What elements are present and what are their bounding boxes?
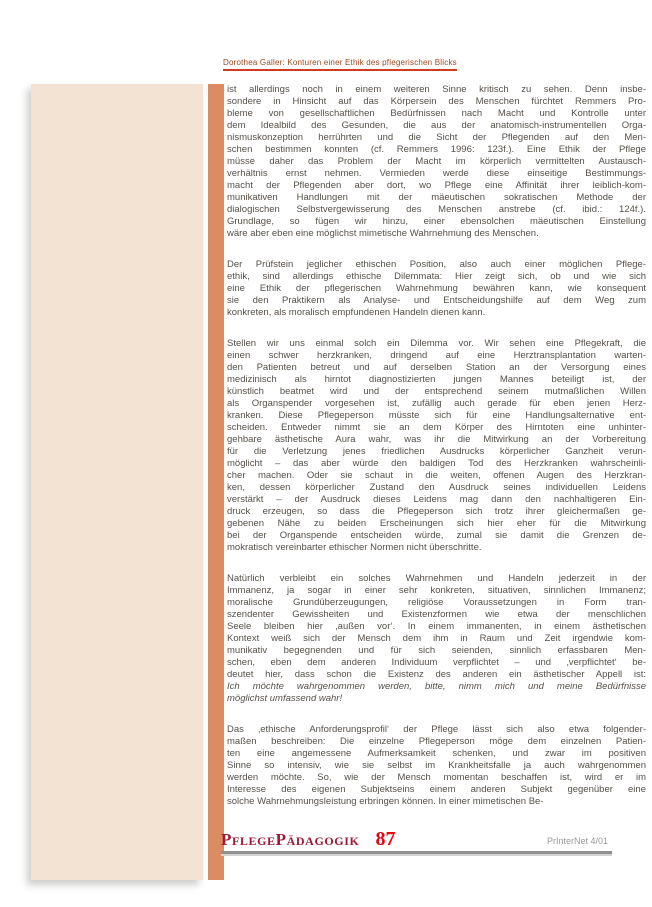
text-line: ist allerdings noch in einem weiteren Sinne kritisch zu sehen. Denn insbe- <box>227 84 646 95</box>
text-line: mokratisch vereinbarter ethischer Normen nicht überschritte. <box>227 542 482 553</box>
text-line: medizinisch als hirntot diagnostizierten jungen Mannes beteiligt ist, der <box>227 374 646 385</box>
text-line: ethik, sind allerdings ethische Dilemmata: Hier zeigt sich, ob und wie sich <box>227 271 646 282</box>
text-line: Grundlage, so fügen wir hinzu, einer ebensolchen mäeutischen Einstellung <box>227 216 646 227</box>
text-line: schen bestimmen konnten (cf. Remmers 1996: 123f.). Eine Ethik der Pflege <box>227 144 646 155</box>
text-line: Das ‚ethische Anforderungsprofil‘ der Pflege lässt sich also etwa folgender- <box>227 724 646 735</box>
text-line: verhältnis ernst nehmen. Vermieden werde diese einseitige Bestimmungs- <box>227 168 646 179</box>
text-line: druck erzeugen, so dass die Pflegeperson sich trotz ihrer gleichermaßen ge- <box>227 506 646 517</box>
text-line: schen, eben dem anderen Individuum verpflichtet – und ‚verpflichtet‘ be- <box>227 657 646 668</box>
text-line: sie den Praktikern als Analyse- und Entscheidungshilfe auf dem Weg zum <box>227 295 646 306</box>
text-line: Sinne so intensiv, wie sie selbst im Krankheitsfalle ja auch wahrgenommen <box>227 760 646 771</box>
text-line: gebenen Nähe zu beiden Erscheinungen sich hier eher für die Mitwirkung <box>227 518 646 529</box>
text-line: als Organspender vorgesehen ist, zufällig auch gerade für eben jenen Herz- <box>227 398 646 409</box>
text-line: verstärkt – der Ausdruck dieses Leidens mag dann den nachhaltigeren Ein- <box>227 494 646 505</box>
text-line: scheiden. Entweder nimmt sie an dem Körper des Hirntoten eine unhinter- <box>227 422 646 433</box>
text-line: szendenter Gewissheiten und Existenzformen wie etwa der menschlichen <box>227 609 646 620</box>
text-line: cher machen. Oder sie schaut in die weiten, offenen Augen des Herzkran- <box>227 470 646 481</box>
journal-section-label: PflegePädagogik <box>221 830 360 849</box>
text-line: Ich möchte wahrgenommen werden, bitte, nimm mich und meine Bedürfnisse <box>227 681 646 692</box>
text-line: einen schwer herzkranken, dringend auf eine Herztransplantation warten- <box>227 350 646 361</box>
text-line: Stellen wir uns einmal solch ein Dilemma vor. Wir sehen eine Pflegekraft, die <box>227 338 646 349</box>
text-line: bleme von gesellschaftlichen Bedürfnissen nach Macht und Kontrolle unter <box>227 108 646 119</box>
text-line: eine Ethik der pflegerischen Wahrnehmung bewähren kann, wie konsequent <box>227 283 646 294</box>
text-line: solche Wahrnehmungsleistung erbringen können. In einer mimetischen Be- <box>227 796 544 807</box>
footer-rule <box>221 851 612 854</box>
paragraph <box>227 338 646 554</box>
text-line: wäre aber eben eine möglichst mimetische Wahrnehmung des Menschen. <box>227 228 539 239</box>
text-line: munikativen Handlungen mit der mäeutischen sokratischen Methode der <box>227 192 646 203</box>
text-line: möglicht – das aber würde den baldigen Tod des Herzkranken wahrscheinli- <box>227 458 646 469</box>
text-line: werden möchte. So, wie der Mensch momentan beschaffen ist, wird er im <box>227 772 646 783</box>
text-line: möglichst umfassend wahr! <box>227 693 343 704</box>
text-line: müsse daher das Problem der Macht im körperlich vermittelten Austausch- <box>227 156 646 167</box>
text-line: Kontext weiß sich der Mensch dem ihm in Raum und Zeit irgendwie kom- <box>227 633 646 644</box>
page-number: 87 <box>375 828 396 850</box>
text-line: Interesse des eigenen Subjektseins einem anderen Subjekt gegenüber eine <box>227 784 646 795</box>
text-line: künstlich beatmet wird und der entsprechend seinem mutmaßlichen Willen <box>227 386 646 397</box>
text-line: Der Prüfstein jeglicher ethischen Position, also auch einer möglichen Pflege- <box>227 259 646 270</box>
text-line: Immanenz, ja sogar in einer sehr konkreten, situativen, sinnlichen Immanenz; <box>227 585 646 596</box>
text-line: dem Idealbild des Gesunden, die aus der anatomisch-instrumentellen Orga- <box>227 120 646 131</box>
text-line: maßen beschreiben: Die einzelne Pflegeperson möge dem einzelnen Patien- <box>227 736 646 747</box>
text-line: deutet hier, dass schon die Existenz des anderen ein ästhetischer Appell ist: <box>227 669 646 680</box>
text-line: bei der Organspende entscheiden würde, zumal sie damit die Grenzen de- <box>227 530 646 541</box>
text-line: kranken. Diese Pflegeperson müsste sich für eine Handlungsalternative ent- <box>227 410 646 421</box>
text-line: munikativ begegnenden und für sich seienden, sinnlich erfassbaren Men- <box>227 645 646 656</box>
journal-section-title <box>221 828 395 851</box>
paragraph <box>227 573 646 705</box>
text-line: konkreten, als moralisch empfundenen Handeln dienen kann. <box>227 307 486 318</box>
text-line: gehbare ästhetische Aura wahr, was ihr die Mitwirkung an der Vorbereitung <box>227 434 646 445</box>
text-line: macht der Pflegenden aber dort, wo Pflege eine Affinität ihrer leiblich-kom- <box>227 180 646 191</box>
text-line: ten eine angemessene Aufmerksamkeit schenken, und zwar im positiven <box>227 748 646 759</box>
article-body <box>227 84 646 808</box>
margin-panel <box>31 84 203 880</box>
text-line: nismuskonzeption herrührten und die Sicht der Pflegenden auf den Men- <box>227 132 646 143</box>
paragraph <box>227 724 646 808</box>
running-header: Dorothea Galler: Konturen einer Ethik des pflegerischen Blicks <box>223 58 457 71</box>
text-line: Natürlich verbleibt ein solches Wahrnehmen und Handeln jederzeit in der <box>227 573 646 584</box>
paragraph <box>227 84 646 240</box>
text-line: Seele bleiben hier ‚außen vor‘. In einem immanenten, in einem ästhetischen <box>227 621 646 632</box>
accent-strip <box>208 84 224 880</box>
text-line: für die Verletzung jenes friedlichen Ausdrucks körperlicher Ganzheit verun- <box>227 446 646 457</box>
paragraph <box>227 259 646 319</box>
text-line: den Patienten betreut und auf derselben Station an der Versorgung eines <box>227 362 646 373</box>
journal-issue: PrInterNet 4/01 <box>546 836 608 846</box>
text-line: dialogischen Selbstvergewisserung des Menschen anstrebe (cf. ibid.: 124f.). <box>227 204 646 215</box>
text-line: sondere in Hinsicht auf das Körpersein des Menschen fürchtet Remmers Pro- <box>227 96 646 107</box>
text-line: ken, dessen körperlicher Zustand den Ausdruck seines individuellen Leidens <box>227 482 646 493</box>
text-line: moralische Grundüberzeugungen, religiöse Voraussetzungen in Form tran- <box>227 597 646 608</box>
